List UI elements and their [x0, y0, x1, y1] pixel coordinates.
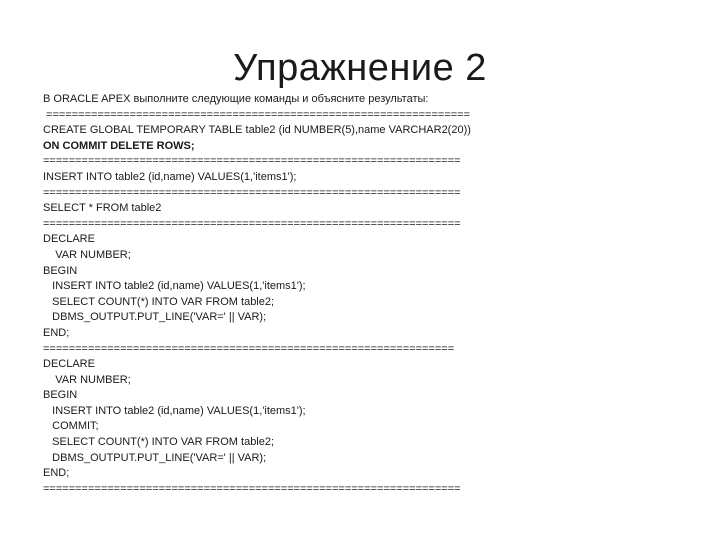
body-line: DECLARE: [43, 358, 95, 371]
slide-body: [43, 92, 703, 497]
body-line: VAR NUMBER;: [43, 248, 131, 261]
body-line: =================================================================: [43, 217, 461, 230]
body-line: SELECT COUNT(*) INTO VAR FROM table2;: [43, 436, 275, 449]
body-line: INSERT INTO table2 (id,name) VALUES(1,'items1');: [43, 280, 306, 293]
body-line: DECLARE: [43, 233, 95, 246]
body-line: DBMS_OUTPUT.PUT_LINE('VAR=' || VAR);: [43, 311, 267, 324]
body-line: =================================================================: [43, 186, 461, 199]
body-line: COMMIT;: [43, 420, 99, 433]
body-line: END;: [43, 326, 70, 339]
body-line: ================================================================: [43, 342, 455, 355]
body-line: ON COMMIT DELETE ROWS;: [43, 139, 195, 152]
body-line: ==================================================================: [43, 108, 471, 121]
body-line: INSERT INTO table2 (id,name) VALUES(1,'items1');: [43, 404, 306, 417]
body-line: VAR NUMBER;: [43, 373, 131, 386]
body-line: =================================================================: [43, 155, 461, 168]
body-line: SELECT * FROM table2: [43, 202, 162, 215]
body-line: BEGIN: [43, 264, 78, 277]
slide-title: [0, 46, 720, 90]
body-line: INSERT INTO table2 (id,name) VALUES(1,'items1');: [43, 170, 297, 183]
body-line: SELECT COUNT(*) INTO VAR FROM table2;: [43, 295, 275, 308]
body-line: DBMS_OUTPUT.PUT_LINE('VAR=' || VAR);: [43, 451, 267, 464]
body-line: В ORACLE APEX выполните следующие команды и объясните результаты:: [43, 93, 429, 105]
body-line: END;: [43, 467, 70, 480]
slide-title-text: Упражнение 2: [233, 47, 487, 89]
body-line: BEGIN: [43, 389, 78, 402]
body-line: =================================================================: [43, 482, 461, 495]
body-line: CREATE GLOBAL TEMPORARY TABLE table2 (id NUMBER(5),name VARCHAR2(20)): [43, 124, 471, 137]
